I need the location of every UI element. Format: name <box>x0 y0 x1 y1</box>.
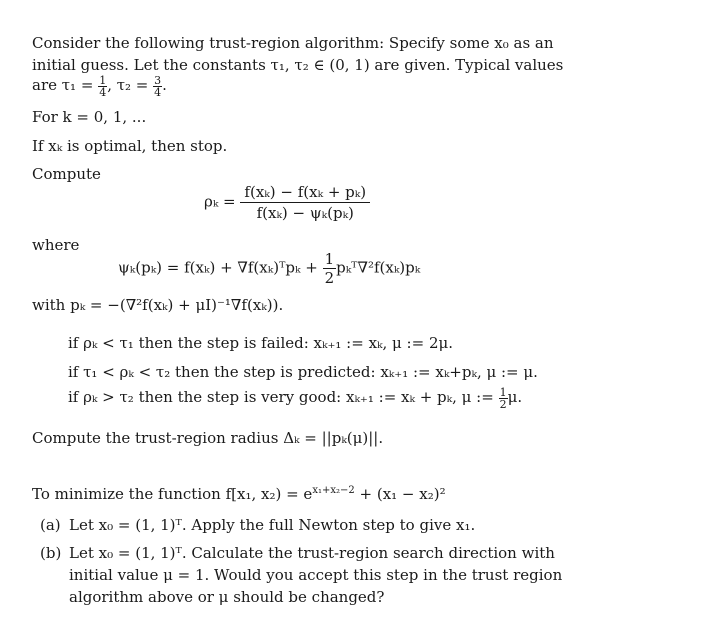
step-definition: with pₖ = −(∇²f(xₖ) + μI)⁻¹∇f(xₖ)). <box>32 296 284 314</box>
for-loop-line: For k = 0, 1, ... <box>32 108 147 126</box>
part-a-text: Let x₀ = (1, 1)ᵀ. Apply the full Newton step to give x₁. <box>69 516 476 534</box>
tau1-fraction <box>98 75 107 98</box>
rule-very-good-end: μ. <box>507 388 523 406</box>
radius-line: Compute the trust-region radius Δₖ = ||pₖ(μ)||. <box>32 429 384 447</box>
where-label: where <box>32 236 80 254</box>
part-b-label: (b) <box>40 544 62 562</box>
psi-right: pₖᵀ∇²f(xₖ)pₖ <box>336 258 421 277</box>
tau1-denominator: 4 <box>99 85 107 99</box>
rho-denominator: f(xₖ) − ψₖ(pₖ) <box>256 204 354 222</box>
part-b-line-3: algorithm above or μ should be changed? <box>69 588 385 606</box>
psi-half-denominator: 2 <box>324 269 335 287</box>
psi-equation <box>118 250 420 287</box>
tau2-fraction <box>153 75 162 98</box>
psi-left: ψₖ(pₖ) = f(xₖ) + ∇f(xₖ)ᵀpₖ + <box>118 258 318 277</box>
intro-line-1: Consider the following trust-region algorithm: Specify some x₀ as an <box>32 34 554 52</box>
minimize-exponent: x₁+x₂−2 <box>312 485 355 496</box>
compute-heading: Compute <box>32 165 101 183</box>
minimize-suffix: + (x₁ − x₂)² <box>354 485 446 503</box>
rule-very-good <box>68 386 522 410</box>
typical-values-end: . <box>162 76 167 94</box>
rho-equation <box>204 182 370 223</box>
part-b-line-1: Let x₀ = (1, 1)ᵀ. Calculate the trust-region search direction with <box>69 544 555 562</box>
typical-values-prefix: are τ₁ = <box>32 76 94 94</box>
tau2-numerator: 3 <box>154 73 162 87</box>
part-b-line-2: initial value μ = 1. Would you accept this step in the trust region <box>69 566 563 584</box>
minimize-prefix: To minimize the function f[x₁, x₂) = e <box>32 485 313 503</box>
rho-numerator: f(xₖ) − f(xₖ + pₖ) <box>240 182 370 203</box>
tau1-numerator: 1 <box>99 73 107 87</box>
psi-half-numerator: 1 <box>324 250 335 268</box>
intro-line-2: initial guess. Let the constants τ₁, τ₂ ∈ (0, 1) are given. Typical values <box>32 56 564 74</box>
mu-half-denominator: 2 <box>499 397 507 411</box>
rho-fraction <box>240 182 370 223</box>
part-a-label: (a) <box>40 516 61 534</box>
rule-failed: if ρₖ < τ₁ then the step is failed: xₖ₊₁ := xₖ, μ := 2μ. <box>68 334 453 352</box>
tau2-denominator: 4 <box>154 85 162 99</box>
mu-half-fraction <box>499 387 508 410</box>
stop-condition-line: If xₖ is optimal, then stop. <box>32 137 228 155</box>
rule-very-good-text: if ρₖ > τ₂ then the step is very good: xₖ₊₁ := xₖ + pₖ, μ := <box>68 388 494 406</box>
rule-predicted: if τ₁ < ρₖ < τ₂ then the step is predicted: xₖ₊₁ := xₖ+pₖ, μ := μ. <box>68 363 538 381</box>
intro-line-3 <box>32 74 167 98</box>
rho-lhs: ρₖ = <box>204 192 236 211</box>
mu-half-numerator: 1 <box>499 385 507 399</box>
minimize-line <box>32 480 446 505</box>
typical-values-mid: , τ₂ = <box>107 76 149 94</box>
psi-half-fraction <box>323 250 337 287</box>
